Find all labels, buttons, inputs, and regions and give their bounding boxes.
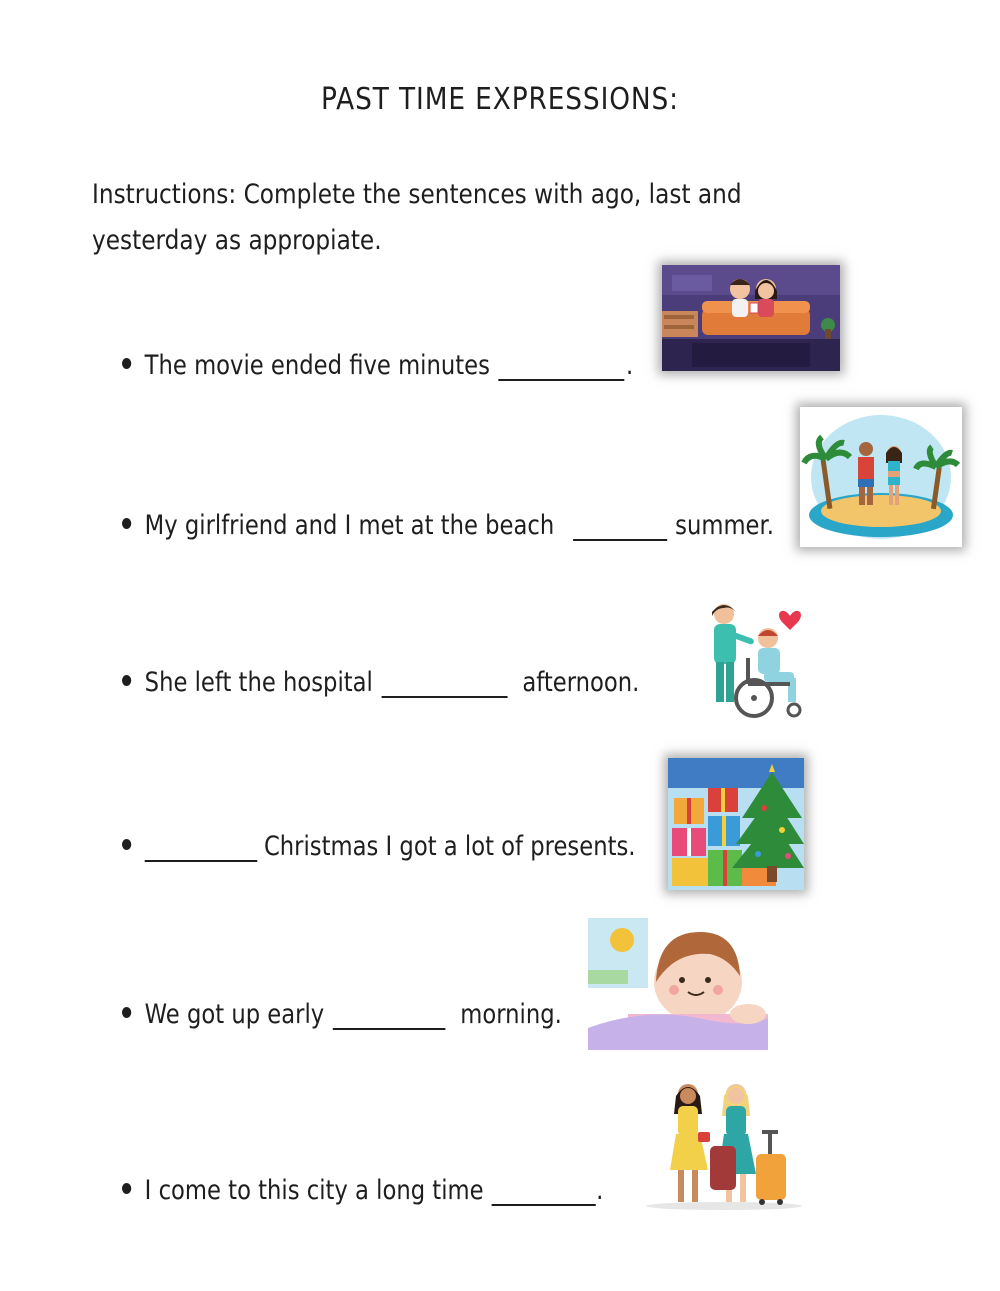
christmas-tree-and-presents-image bbox=[668, 758, 804, 890]
exercise-item-2 bbox=[122, 497, 774, 541]
bullet-icon bbox=[122, 675, 131, 686]
sentence-text-before: She left the hospital bbox=[144, 667, 373, 698]
exercise-item-1 bbox=[122, 337, 633, 381]
exercise-item-3 bbox=[122, 654, 639, 698]
bullet-icon bbox=[122, 1007, 131, 1018]
answer-blank[interactable] bbox=[492, 1174, 596, 1206]
sentence-text-before: We got up early bbox=[144, 999, 325, 1030]
exercise-item-6 bbox=[122, 1162, 603, 1206]
bullet-icon bbox=[122, 1183, 131, 1194]
couple-watching-tv-image bbox=[662, 265, 840, 371]
instructions: Instructions: Complete the sentences with ago, last and yesterday as appropiate. bbox=[92, 179, 742, 256]
answer-blank[interactable] bbox=[381, 666, 507, 698]
sentence-text-before: I come to this city a long time bbox=[144, 1175, 484, 1206]
page-title: PAST TIME EXPRESSIONS: bbox=[321, 82, 679, 117]
bullet-icon bbox=[122, 839, 131, 850]
sentence-text-after: . bbox=[625, 350, 634, 381]
bullet-icon bbox=[122, 358, 131, 369]
bullet-icon bbox=[122, 518, 131, 529]
answer-blank[interactable] bbox=[145, 830, 258, 862]
two-women-travelling-image bbox=[640, 1074, 806, 1210]
couple-on-beach-island-image bbox=[800, 407, 962, 547]
answer-blank[interactable] bbox=[573, 509, 667, 541]
sentence-text-after: morning. bbox=[460, 999, 562, 1030]
exercise-item-4 bbox=[122, 818, 635, 862]
sentence-text-after: . bbox=[596, 1175, 604, 1206]
sentence-text-after: Christmas I got a lot of presents. bbox=[263, 831, 636, 862]
sentence-text-before: My girlfriend and I met at the beach bbox=[144, 510, 555, 541]
sentence-text-after: afternoon. bbox=[522, 667, 640, 698]
person-waking-up-image bbox=[588, 918, 768, 1050]
answer-blank[interactable] bbox=[333, 998, 446, 1030]
answer-blank[interactable] bbox=[498, 349, 624, 381]
sentence-text-before: The movie ended five minutes bbox=[144, 350, 490, 381]
exercise-item-5 bbox=[122, 986, 562, 1030]
nurse-and-wheelchair-patient-image bbox=[698, 598, 810, 724]
sentence-text-after: summer. bbox=[675, 510, 774, 541]
